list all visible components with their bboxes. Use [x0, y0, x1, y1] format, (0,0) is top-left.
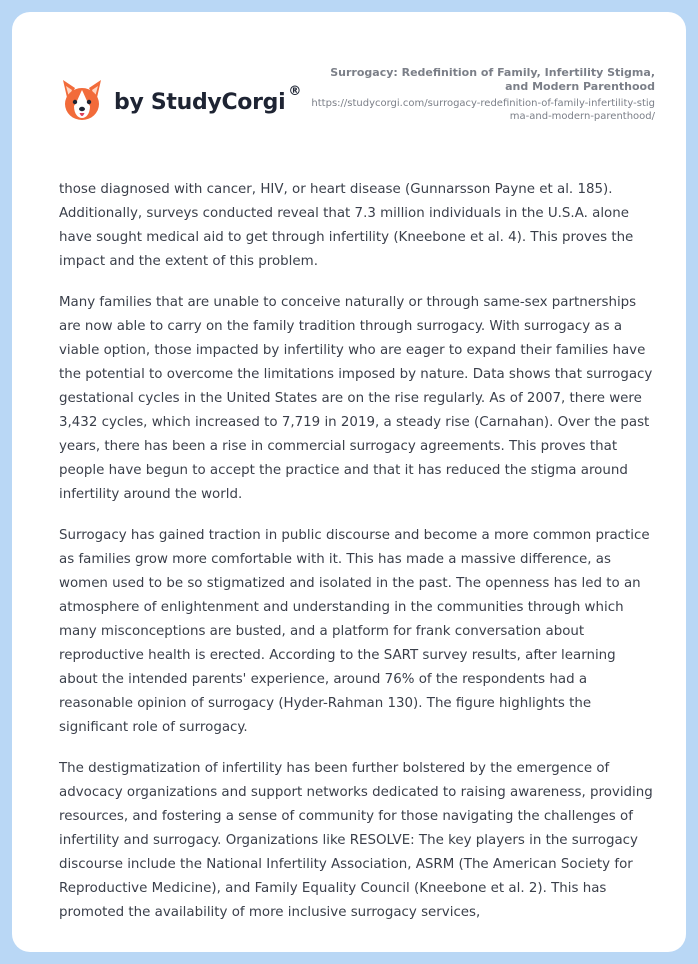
body-paragraph: those diagnosed with cancer, HIV, or heart disease (Gunnarsson Payne et al. 185). Additionally, surveys conducted reveal that 7.3 million individuals in the U.S.A. alone have sought medical aid to get through infertility (Kneebone et al. 4). This proves the impact and the extent of this problem. — [59, 182, 634, 269]
registered-mark: ® — [288, 83, 302, 99]
body-paragraph: The destigmatization of infertility has been further bolstered by the emergence of advocacy organizations and support networks dedicated to raising awareness, providing resources, and fostering a sense of community for those navigating the challenges of infertility and surrogacy. Organizations like RESOLVE: The key players in the surrogacy discourse include the National Infertility Association, ASRM (The American Society for Reproductive Medicine), and Family Equality Council (Kneebone et al. 2). This has promoted the availability of more inclusive surrogacy services, — [59, 761, 653, 920]
document-title: Surrogacy: Redefinition of Family, Infertility Stigma, and Modern Parenthood — [330, 66, 655, 93]
studycorgi-logo[interactable] — [60, 76, 301, 124]
document-body — [59, 178, 657, 942]
body-paragraph: Many families that are unable to conceive naturally or through same-sex partnerships are now able to carry on the family tradition through surrogacy. With surrogacy as a viable option, those impacted by infertility who are eager to expand their families have the potential to overcome the limitations imposed by nature. Data shows that surrogacy gestational cycles in the United States are on the rise regularly. As of 2007, there were 3,432 cycles, which increased to 7,719 in 2019, a steady rise (Carnahan). Over the past years, there has been a rise in commercial surrogacy agreements. This proves that people have begun to accept the practice and that it has reduced the stigma around infertility around the world. — [59, 295, 653, 502]
document-page — [12, 12, 686, 952]
body-paragraph: Surrogacy has gained traction in public discourse and become a more common practice as families grow more comfortable with it. This has made a massive difference, as women used to be so stigmatized and isolated in the past. The openness has led to an atmosphere of enlightenment and understanding in the communities through which many misconceptions are busted, and a platform for frank conversation about reproductive health is erected. According to the SART survey results, after learning about the intended parents' experience, around 76% of the respondents had a reasonable opinion of surrogacy (Hyder-Rahman 130). The figure highlights the significant role of surrogacy. — [59, 528, 650, 735]
corgi-logo-icon — [60, 76, 104, 124]
document-url[interactable]: https://studycorgi.com/surrogacy-redefinition-of-family-infertility-stigma-and-modern-parenthood/ — [311, 98, 655, 122]
brand-name: by StudyCorgi ® — [114, 83, 302, 115]
document-header — [305, 66, 655, 123]
